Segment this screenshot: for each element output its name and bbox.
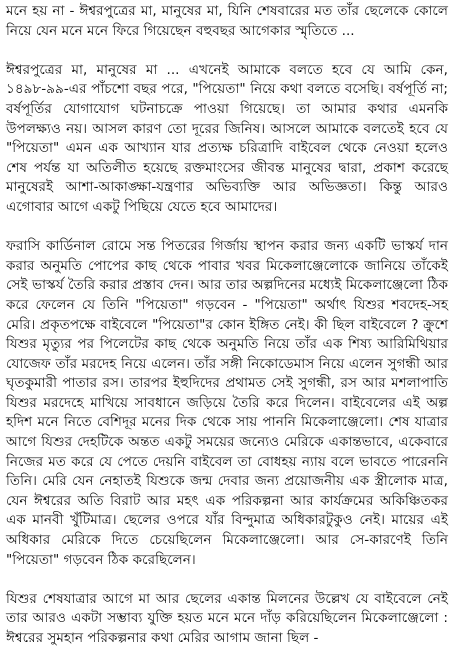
paragraph-1: মনে হয় না - ঈশ্বরপুত্রের মা, মানুষের মা, যিনি শেষবারের মত তাঁর ছেলেকে কোলে নিয়ে যেন মনে মনে ফিরে গিয়েছেন বহুবছর আগেকার স্মৃতিতে ... (6, 3, 448, 39)
paragraph-gap (6, 41, 448, 61)
paragraph-gap (6, 218, 448, 238)
paragraph-4: যিশুর শেষযাত্রার আগে মা আর ছেলের একান্ত মিলনের উল্লেখ যে বাইবেলে নেই তার আরও একটা সম্ভাব্য যুক্তি হয়ত মনে মনে দাঁড় করিয়েছিলেন মিকেলাঞ্জেলো : ঈশ্বরের সুমহান পরিকল্পনার কথা মেরির আগাম জানা ছিল - (6, 590, 448, 646)
paragraph-2: ঈশ্বরপুত্রের মা, মানুষের মা ... এখনেই আমাকে বলতে হবে যে আমি কেন, ১৪৯৮-৯৯-এর পাঁচশো বছর পরে, "পিয়েতা" নিয়ে কথা বলতে বসেছি। বর্ষপূর্তি না; বর্ষপূর্তির যোগাযোগ ঘটনাচক্রে পাওয়া গিয়েছে। তা আমার কথার এমনকি উপলক্ষ্যও নয়। আসল কারণ তো দূরের জিনিষ। আসলে আমাকে বলতেই হবে যে "পিয়েতা" এমন এক আখ্যান যার প্রত্যক্ষ চরিত্রাদি বাইবেল থেকে নেওয়া হলেও শেষ পর্যন্ত যা অতিলীত হয়েছে রক্তমাংসের জীবন্ত মানুষের দ্বারা, প্রকাশ করেছে মানুষেরই আশা-আকাঙ্ক্ষা-যন্ত্রণার অভিব্যক্তি আর অভিজ্ঞতা। কিন্তু আরও এগোবার আগে একটু পিছিয়ে যেতে হবে আমাদের। (6, 61, 448, 215)
paragraph-3: ফরাসি কার্ডিনাল রোমে সন্ত পিতরের গির্জায় স্থাপন করার জন্য একটি ভাস্কর্য দান করার অনুমতি পোপের কাছ থেকে পাবার খবর মিকেলাঞ্জেলোকে জানিয়ে তাঁকেই সেই ভাস্কর্য তৈরি করার প্রস্তাব দেন। আর তার অল্পদিনের মধ্যেই মিকেলাঞ্জেলো ঠিক করে ফেলেন যে তিনি "পিয়েতা" গড়বেন - "পিয়েতা" অর্থাৎ যিশুর শবদেহ-সহ মেরি। প্রকৃতপক্ষে বাইবেলে "পিয়েতা"র কোন ইঙ্গিত নেই। কী ছিল বাইবেলে ? ক্রুশে যিশুর মৃত্যুর পর পিলেটের কাছ থেকে অনুমতি নিয়ে তাঁর এক শিষ্য আরিমিথিয়ার যোজেফ তাঁর মরদেহ নিয়ে এলেন। তাঁর সঙ্গী নিকোডেমাস নিয়ে এলেন সুগন্ধী আর ঘৃতকুমারী পাতার রস। তারপর ইহুদিদের প্রথামত সেই সুগন্ধী, রস আর মশলাপাতি যিশুর মরদেহে মাখিয়ে সাবধানে জড়িয়ে তৈরি করে দিলেন। বাইবেলের এই অল্প হদিশ মনে নিতে বেশিদূর মনের দিক থেকে সায় পাননি মিকেলাঞ্জেলো। শেষ যাত্রার আগে যিশুর দেহটিকে অন্তত একটু সময়ের জন্যেও মেরিকে একান্তভাবে, একেবারে নিজের মত করে যে পেতে দেয়নি বাইবেল তা বোধহয় ন্যায় বলে ভাবতে পারেননি তিনি। মেরি যেন নেহাতই যিশুকে জন্ম দেবার জন্য প্রয়োজনীয় এক স্ত্রীলোক মাত্র, যেন ঈশ্বরের অতি বিরাট আর মহৎ এক পরিকল্পনা আর কার্যক্রমের অকিঞ্চিতকর এক মানবী খুঁটিমাত্র। ছেলের ওপরে যাঁর বিন্দুমাত্র অধিকারটুকুও নেই। মায়ের এই অধিকার মেরিকে দিতে চেয়েছিলেন মিকেলাঞ্জেলো। আর সে-কারণেই তিনি "পিয়েতা" গড়বেন ঠিক করেছিলেন। (6, 238, 448, 568)
paragraph-gap (6, 570, 448, 590)
